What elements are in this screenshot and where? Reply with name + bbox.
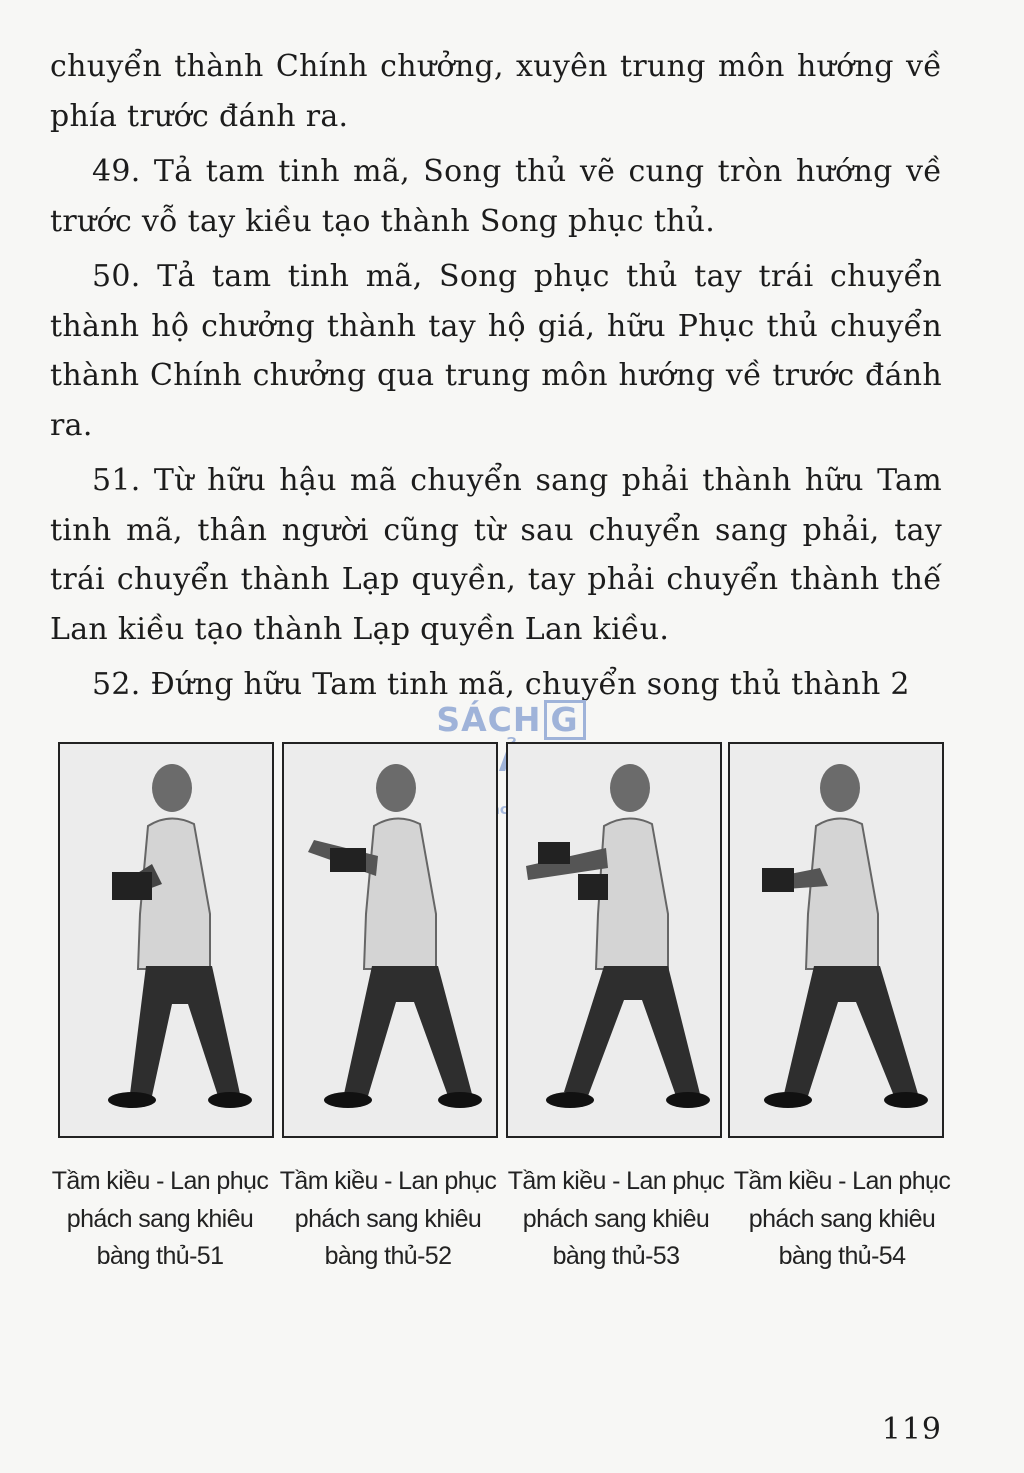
figure-caption-52: Tầm kiều - Lan phục phách sang khiêu bàng thủ-52: [279, 1167, 497, 1270]
figure-photo-51: [58, 742, 274, 1138]
figure-photo-54: [728, 742, 944, 1138]
paragraph-50: 50. Tả tam tinh mã, Song phục thủ tay trái chuyển thành hộ chưởng thành tay hộ giá, hữu Phục thủ chuyển thành Chính chưởng qua trung môn hướng về trước đánh ra.: [50, 259, 942, 443]
figure-caption-54: Tầm kiều - Lan phục phách sang khiêu bàng thủ-54: [733, 1167, 951, 1270]
paragraph-51: 51. Từ hữu hậu mã chuyển sang phải thành hữu Tam tinh mã, thân người cũng từ sau chuyển sang phải, tay trái chuyển thành Lạp quyền, tay phải chuyển thành thế Lan kiều tạo thành Lạp quyền Lan kiều.: [50, 463, 942, 647]
paragraph-52: 52. Đứng hữu Tam tinh mã, chuyển song thủ thành 2: [92, 667, 910, 702]
martial-artist-figure-icon: [284, 744, 496, 1136]
body-text: [50, 42, 942, 716]
photo-strip: [58, 742, 942, 1136]
figure-caption-53: Tầm kiều - Lan phục phách sang khiêu bàng thủ-53: [507, 1167, 725, 1270]
watermark-brand-left: SÁCH: [436, 700, 542, 739]
paragraph-continuation: chuyển thành Chính chưởng, xuyên trung môn hướng về phía trước đánh ra.: [50, 49, 942, 134]
martial-artist-figure-icon: [60, 744, 272, 1136]
martial-artist-figure-icon: [730, 744, 942, 1136]
figure-photo-52: [282, 742, 498, 1138]
paragraph-49: 49. Tả tam tinh mã, Song thủ vẽ cung tròn hướng về trước vỗ tay kiều tạo thành Song phục thủ.: [50, 154, 942, 239]
figure-photo-53: [506, 742, 722, 1138]
martial-artist-figure-icon: [508, 744, 720, 1136]
page-number: 119: [881, 1412, 942, 1447]
figure-caption-51: Tầm kiều - Lan phục phách sang khiêu bàng thủ-51: [51, 1167, 269, 1270]
watermark-g-icon: G: [544, 700, 586, 740]
